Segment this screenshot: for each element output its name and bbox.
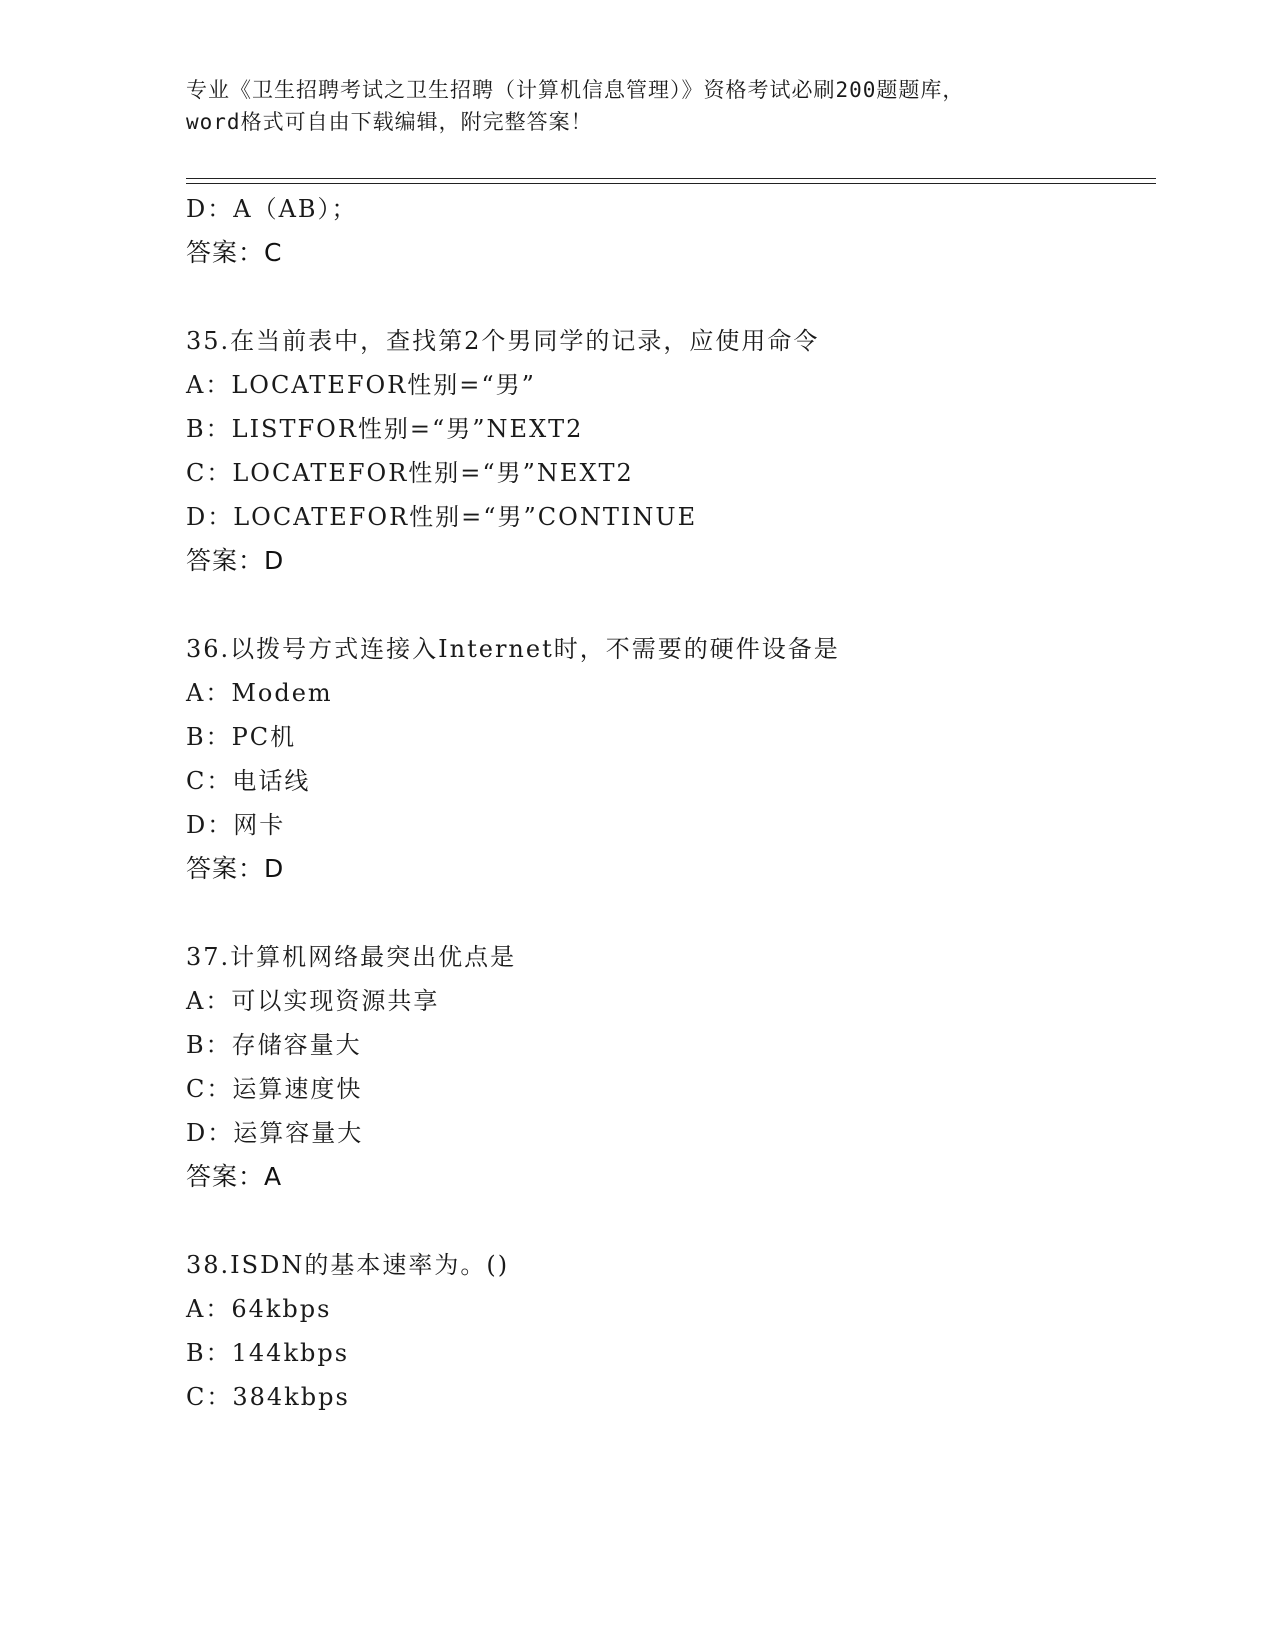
question-37-answer: 答案：A — [186, 1162, 283, 1191]
question-36-option-c: C：电话线 — [186, 767, 311, 795]
question-35-option-a: A：LOCATEFOR性别=“男” — [186, 371, 536, 399]
prev-question-answer: 答案：C — [186, 238, 283, 267]
question-38-option-c: C：384kbps — [186, 1383, 350, 1411]
question-38-stem: 38.ISDN的基本速率为。() — [186, 1251, 510, 1279]
header-title-line-1: 专业《卫生招聘考试之卫生招聘（计算机信息管理）》资格考试必刷200题题库， — [186, 78, 965, 102]
question-35-stem: 35.在当前表中，查找第2个男同学的记录，应使用命令 — [186, 327, 820, 355]
question-35-option-d: D：LOCATEFOR性别=“男”CONTINUE — [186, 503, 698, 531]
question-36-option-b: B：PC机 — [186, 723, 297, 751]
question-37-option-c: C：运算速度快 — [186, 1075, 363, 1103]
question-37-stem: 37.计算机网络最突出优点是 — [186, 943, 517, 971]
header-divider-bottom — [186, 183, 1156, 184]
question-38-option-a: A：64kbps — [186, 1295, 332, 1323]
question-35-answer: 答案：D — [186, 546, 285, 575]
header-title-line-2: word格式可自由下载编辑，附完整答案！ — [186, 110, 593, 134]
question-35-option-b: B：LISTFOR性别=“男”NEXT2 — [186, 415, 584, 443]
header-divider-top — [186, 178, 1156, 179]
question-36-stem: 36.以拨号方式连接入Internet时，不需要的硬件设备是 — [186, 635, 840, 663]
question-36-option-a: A：Modem — [186, 679, 333, 707]
question-36-answer: 答案：D — [186, 854, 285, 883]
question-35-option-c: C：LOCATEFOR性别=“男”NEXT2 — [186, 459, 634, 487]
question-37-option-a: A：可以实现资源共享 — [186, 987, 440, 1015]
document-header — [186, 74, 1086, 138]
prev-question-option-d: D：A（AB）； — [186, 195, 358, 223]
question-37-option-d: D：运算容量大 — [186, 1119, 364, 1147]
question-38-option-b: B：144kbps — [186, 1339, 350, 1367]
question-37-option-b: B：存储容量大 — [186, 1031, 362, 1059]
question-36-option-d: D：网卡 — [186, 811, 286, 839]
